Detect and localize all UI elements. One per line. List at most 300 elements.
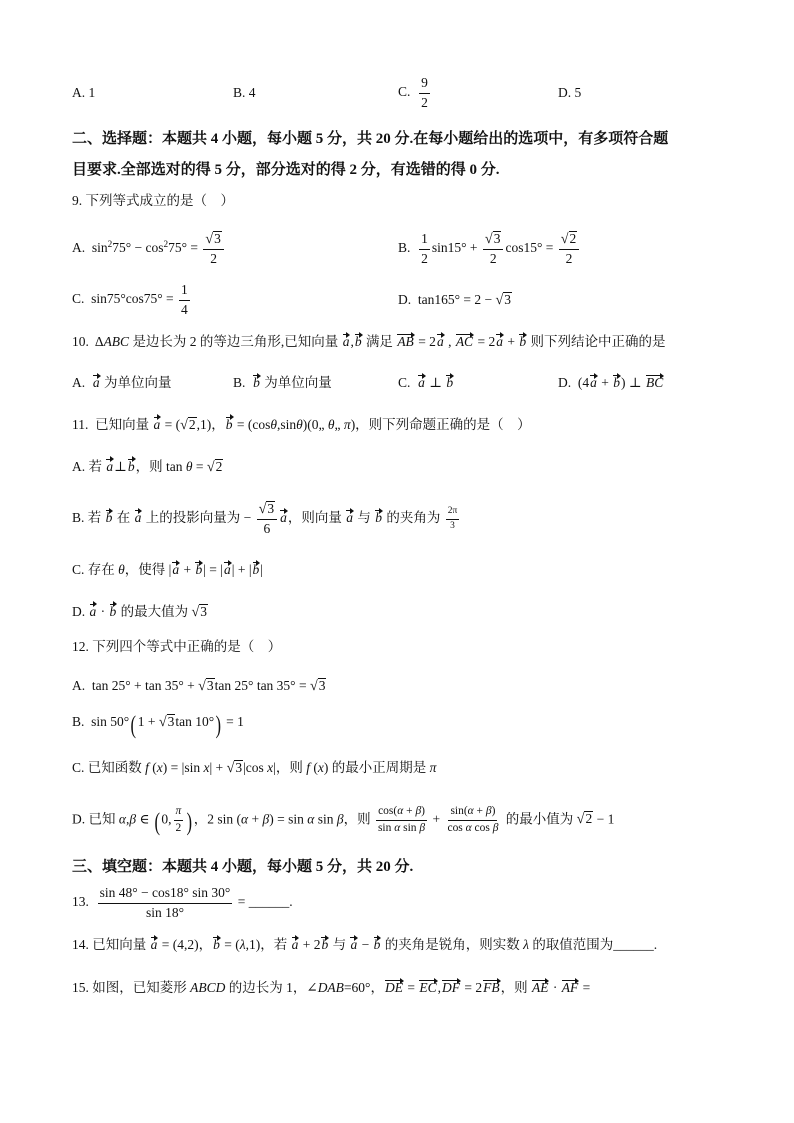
fraction-numerator: [257, 501, 278, 520]
text-run: 与: [354, 510, 375, 526]
vector: b: [253, 375, 260, 391]
text-run: 6: [263, 520, 271, 536]
text-run: ，则: [343, 811, 374, 827]
text-run: 是边长为 2 的等边三角形,已知向量: [129, 334, 342, 350]
large-bracket: ): [215, 710, 222, 740]
fraction: [174, 805, 184, 836]
text-run: + 2: [299, 937, 321, 953]
text-run: = (cos: [233, 416, 271, 432]
q12-stem: [72, 625, 281, 669]
vector: a: [106, 458, 114, 474]
text-run: C. 已知函数: [72, 759, 146, 775]
text-run: =: [192, 458, 207, 474]
q8-option-d: [558, 71, 581, 115]
italic-symbol: θ: [296, 416, 303, 432]
text-run: 2: [421, 250, 428, 266]
text-run: ) = sin: [269, 811, 308, 827]
q11-option-c-text: [72, 561, 263, 579]
radical-sign: √: [158, 714, 167, 730]
q12-option-a: [72, 664, 326, 708]
fraction: [203, 231, 224, 267]
text-run: 的最大值为: [117, 603, 192, 619]
fraction-numerator: [98, 885, 233, 903]
text-run: | + |: [231, 562, 252, 578]
q10-stem-text: [72, 333, 665, 351]
fraction-numerator: [419, 231, 430, 249]
q11-option-a-text: [72, 458, 223, 476]
vector: b: [613, 375, 620, 391]
q10-option-a-text: [72, 374, 172, 392]
radical-sign: √: [560, 230, 569, 247]
text-run: = 2: [474, 334, 496, 350]
vector: a: [342, 334, 350, 350]
radical-sign: √: [206, 458, 215, 475]
text-run: 75° =: [168, 240, 202, 256]
q8-option-b-text: [233, 84, 256, 102]
square-root: [485, 231, 502, 248]
fraction-denominator: [448, 520, 457, 532]
text-run: 11. 已知向量: [72, 416, 153, 432]
italic-symbol: β: [262, 811, 270, 827]
fraction-numerator: [179, 282, 190, 300]
text-run: 2: [565, 250, 573, 266]
q10-option-c: [398, 361, 454, 405]
text-run: = 1: [222, 714, 244, 729]
text-run: 2: [489, 250, 497, 266]
radicand: 3: [214, 230, 221, 246]
large-bracket: (: [130, 710, 137, 740]
fraction-denominator: [144, 904, 186, 921]
text-run: ·: [97, 603, 109, 619]
q11-option-c: [72, 548, 263, 592]
text-run: 上的投影向量为 −: [142, 510, 255, 526]
vector: b: [321, 937, 329, 953]
italic-symbol: α: [241, 811, 249, 827]
text-run: 2: [421, 94, 428, 110]
fraction-denominator: [262, 520, 273, 537]
q12-option-b: [72, 703, 244, 747]
text-run: C.: [398, 84, 418, 100]
text-run: ) 的最小正周期是: [323, 759, 430, 775]
square-root: [198, 677, 215, 695]
text-run: cos(: [378, 804, 398, 817]
q9-option-d-text: [398, 291, 512, 309]
text-run: +: [248, 811, 263, 827]
vector: a: [346, 510, 354, 526]
radicand: 2: [215, 458, 223, 474]
q11-option-b: [72, 497, 461, 541]
radicand: 3: [504, 291, 512, 307]
text-run: ,sin: [277, 416, 297, 432]
large-bracket: (: [154, 807, 160, 837]
text-run: )(0„: [302, 416, 328, 432]
radical-sign: √: [205, 230, 214, 247]
section-2-heading-text-1: 二、选择题：本题共 4 小题，每小题 5 分，共 20 分.在每小题给出的选项中，有多项符合题: [72, 131, 669, 148]
text-run: − 1: [593, 811, 615, 827]
q8-option-b: [233, 71, 256, 115]
q10-option-d-text: [558, 374, 664, 392]
vector: a: [150, 937, 158, 953]
text-run: 为单位向量: [100, 375, 172, 391]
italic-symbol: β: [415, 804, 422, 817]
text-run: „: [334, 416, 344, 432]
text-run: 1 +: [137, 714, 159, 729]
text-run: B.: [233, 375, 253, 391]
italic-symbol: θ: [327, 416, 335, 432]
radical-sign: √: [484, 230, 493, 247]
vector: b: [127, 458, 135, 474]
fraction-denominator: [419, 250, 430, 267]
vector: b: [225, 416, 233, 432]
text-run: C.: [398, 375, 418, 391]
text-run: (: [310, 759, 318, 775]
q10-option-c-text: [398, 374, 454, 392]
text-run: = (: [220, 937, 240, 953]
fraction-denominator: [488, 250, 499, 267]
vector: DF: [441, 980, 460, 996]
q12-stem-text: 12. 下列四个等式中正确的是（ ）: [72, 639, 282, 655]
vector: b: [252, 562, 260, 578]
vector: a: [280, 510, 287, 526]
vector: b: [195, 562, 203, 578]
text-run: ，则 tan: [135, 458, 186, 474]
text-run: ⊥: [425, 375, 446, 391]
italic-symbol: α: [394, 821, 401, 834]
text-run: ,1)，: [196, 416, 225, 432]
text-run: tan 10°: [175, 714, 215, 729]
q12-option-d-text: [72, 805, 614, 836]
fraction: [98, 885, 233, 920]
vector: a: [496, 334, 503, 350]
vector: AF: [561, 980, 579, 996]
text-run: 0,: [161, 811, 172, 827]
q8-option-c: [398, 71, 432, 115]
radicand: 3: [167, 714, 175, 729]
text-run: D.: [72, 603, 89, 619]
fraction: [446, 506, 459, 532]
italic-symbol: θ: [185, 458, 193, 474]
radical-sign: √: [198, 677, 206, 694]
italic-symbol: β: [492, 821, 499, 834]
text-run: 13.: [72, 894, 96, 910]
italic-symbol: π: [429, 759, 437, 775]
text-run: +: [429, 811, 444, 827]
text-run: sin: [377, 821, 395, 834]
fraction-denominator: [564, 250, 575, 267]
fraction-denominator: [174, 821, 184, 836]
text-run: ,: [125, 811, 130, 827]
q9-option-c: [72, 278, 192, 322]
vector: a: [92, 375, 100, 391]
q9-option-d: [398, 278, 512, 322]
q10-stem: [72, 320, 665, 364]
text-run: A. tan 25° + tan 35° +: [72, 677, 199, 693]
text-run: ，使得 |: [124, 562, 172, 578]
text-run: 1: [181, 282, 188, 298]
q9-option-c-text: [72, 282, 192, 317]
fraction-numerator: [419, 75, 430, 93]
q9-option-a-text: [72, 231, 226, 267]
square-root: [180, 416, 197, 434]
radical-sign: √: [576, 811, 585, 828]
fraction: [257, 501, 278, 537]
text-run: 与: [329, 937, 350, 953]
fraction-denominator: [179, 301, 190, 318]
text-run: 在: [113, 510, 134, 526]
large-bracket: ): [186, 807, 193, 837]
text-run: sin: [314, 811, 337, 827]
q9-option-b: [398, 227, 581, 271]
text-run: |: [260, 562, 263, 578]
text-run: 的夹角为: [383, 510, 444, 526]
text-run: −: [358, 937, 373, 953]
italic-symbol: x: [267, 759, 274, 775]
square-root: [561, 231, 578, 248]
square-root: [207, 458, 224, 476]
q13-stem: [72, 881, 293, 925]
italic-symbol: β: [485, 804, 492, 817]
text-run: B. 若: [72, 510, 105, 526]
vector: a: [172, 562, 180, 578]
q15-stem-text: [72, 979, 590, 997]
text-run: = 2: [414, 334, 436, 350]
italic-symbol: ABC: [103, 334, 130, 350]
q12-option-b-text: [72, 712, 244, 738]
text-run: 2π: [447, 506, 458, 517]
text-run: ,1)，若: [245, 937, 291, 953]
radicand: 3: [267, 500, 275, 516]
italic-symbol: λ: [523, 937, 529, 953]
vector: DE: [384, 980, 403, 996]
italic-symbol: ABCD: [190, 980, 226, 996]
superscript: 2: [107, 239, 113, 250]
q11-option-d-text: [72, 603, 208, 621]
vector: a: [89, 603, 97, 619]
q12-option-a-text: [72, 677, 326, 695]
italic-symbol: x: [156, 759, 163, 775]
text-run: C. sin75°cos75° =: [72, 291, 178, 307]
text-run: ·: [549, 980, 561, 996]
italic-symbol: f: [306, 759, 311, 775]
italic-symbol: f: [145, 759, 149, 775]
text-run: B.: [398, 240, 418, 256]
text-run: | = |: [203, 562, 224, 578]
section-3-heading-text: 三、填空题：本题共 4 小题，每小题 5 分，共 20 分.: [72, 859, 414, 876]
text-run: ) = |sin: [162, 759, 204, 775]
text-run: ,: [444, 334, 455, 350]
fraction: [179, 282, 190, 317]
text-run: 75° − cos: [112, 240, 164, 256]
text-run: ): [421, 804, 425, 817]
q12-option-d: [72, 798, 614, 842]
text-run: C. 存在: [72, 562, 119, 578]
superscript: 2: [163, 239, 169, 250]
q14-stem-text: [72, 936, 657, 954]
fraction: [419, 75, 430, 110]
fraction-numerator: [376, 805, 427, 821]
text-run: D. (4: [558, 375, 590, 391]
text-run: ⊥: [114, 458, 127, 474]
italic-symbol: π: [343, 416, 351, 432]
text-run: =60°，: [343, 980, 384, 996]
square-root: [192, 603, 209, 621]
text-run: )，则下列命题正确的是（ ）: [350, 416, 531, 432]
italic-symbol: β: [336, 811, 344, 827]
q11-option-a: [72, 445, 223, 489]
vector: b: [375, 510, 383, 526]
q15-stem: [72, 966, 590, 1010]
q14-stem: [72, 923, 657, 967]
q8-option-c-text: [398, 75, 432, 110]
italic-symbol: α: [465, 821, 472, 834]
text-run: sin 48° − cos18° sin 30°: [99, 885, 231, 901]
text-run: +: [597, 375, 613, 391]
vector: b: [213, 937, 220, 953]
text-run: = ______.: [234, 894, 293, 910]
text-run: = 2: [460, 980, 483, 996]
fraction-numerator: [559, 231, 580, 250]
radicand: 3: [200, 603, 208, 619]
text-run: ) ⊥: [621, 375, 645, 391]
text-run: 2: [175, 821, 182, 834]
text-run: ,: [350, 334, 354, 350]
q11-stem: [72, 403, 531, 447]
text-run: ，则向量: [287, 510, 346, 526]
radicand: 2: [585, 811, 593, 827]
fraction-numerator: [448, 805, 497, 821]
q12-option-c-text: [72, 759, 436, 777]
fraction: [559, 231, 580, 267]
q10-option-b-text: [233, 374, 332, 392]
q8-option-a: [72, 71, 95, 115]
square-root: [227, 759, 244, 777]
text-run: +: [180, 562, 195, 578]
vector: a: [134, 510, 142, 526]
italic-symbol: α: [307, 811, 315, 827]
text-run: 满足: [362, 334, 397, 350]
italic-symbol: π: [175, 804, 182, 817]
radicand: 3: [493, 230, 501, 246]
text-run: ，则: [500, 980, 531, 996]
square-root: [159, 713, 176, 731]
vector: AC: [455, 334, 474, 350]
q10-option-b: [233, 361, 332, 405]
radical-sign: √: [258, 500, 267, 517]
vector: a: [590, 375, 597, 391]
fraction-numerator: [446, 506, 459, 519]
text-run: 的边长为 1，∠: [225, 980, 318, 996]
text-run: 4: [181, 301, 188, 317]
text-run: D. 已知: [72, 811, 119, 827]
vector: EC: [419, 980, 437, 996]
text-run: D. tan165° = 2 −: [398, 291, 496, 307]
fraction: [376, 805, 427, 836]
italic-symbol: DAB: [317, 980, 344, 996]
italic-symbol: x: [317, 759, 324, 775]
q12-option-c: [72, 746, 436, 790]
text-run: ,: [437, 980, 441, 996]
q11-stem-text: [72, 416, 531, 434]
italic-symbol: β: [419, 821, 426, 834]
q9-stem: [72, 179, 234, 223]
text-run: 10. Δ: [72, 334, 104, 350]
q9-option-a: [72, 227, 226, 271]
q9-stem-text: 9. 下列等式成立的是（ ）: [72, 193, 234, 209]
radicand: 2: [188, 416, 196, 432]
text-run: 15. 如图，已知菱形: [72, 980, 191, 996]
text-run: 的最小值为: [502, 811, 577, 827]
radical-sign: √: [495, 291, 504, 308]
q9-option-b-text: [398, 231, 581, 267]
q11-option-b-text: [72, 501, 461, 537]
radicand: 3: [318, 677, 326, 693]
square-root: [496, 291, 513, 309]
text-run: |cos: [243, 759, 268, 775]
text-run: =: [403, 980, 419, 996]
vector: b: [446, 375, 454, 391]
text-run: 的取值范围为______.: [528, 937, 658, 953]
text-run: |，则: [273, 759, 307, 775]
fraction-denominator: [208, 250, 219, 267]
vector: FB: [483, 980, 500, 996]
italic-symbol: θ: [118, 562, 125, 578]
text-run: 2: [210, 250, 217, 266]
square-root: [577, 810, 594, 828]
text-run: A. sin: [72, 240, 108, 256]
fraction-denominator: [419, 94, 430, 111]
text-run: 9: [421, 75, 428, 91]
q10-option-d: [558, 361, 664, 405]
text-run: 则下列结论中正确的是: [527, 334, 666, 350]
italic-symbol: α: [118, 811, 126, 827]
text-run: 的夹角是锐角，则实数: [381, 937, 524, 953]
fraction-denominator: [376, 821, 427, 836]
text-run: ): [491, 804, 496, 817]
text-run: cos15° =: [505, 240, 557, 256]
italic-symbol: α: [467, 804, 474, 817]
vector: AE: [531, 980, 549, 996]
text-run: B. 4: [233, 85, 256, 101]
text-run: B. sin 50°: [72, 714, 130, 729]
text-run: sin15° +: [431, 240, 481, 256]
text-run: 3: [450, 520, 455, 531]
vector: b: [105, 510, 113, 526]
radical-sign: √: [309, 677, 318, 694]
fraction: [483, 231, 504, 267]
italic-symbol: θ: [270, 416, 278, 432]
text-run: cos: [447, 821, 466, 834]
italic-symbol: α: [397, 804, 404, 817]
text-run: = (: [161, 416, 181, 432]
radical-sign: √: [180, 416, 188, 433]
text-run: +: [403, 804, 416, 817]
text-run: A. 1: [72, 85, 96, 101]
text-run: cos: [471, 821, 493, 834]
italic-symbol: x: [203, 759, 210, 775]
section-2-heading-text-2: 目要求.全部选对的得 5 分，部分选对的得 2 分，有选错的得 0 分.: [72, 162, 500, 179]
vector: a: [436, 334, 444, 350]
text-run: D. 5: [558, 85, 582, 101]
fraction-numerator: [203, 231, 224, 250]
vector: b: [109, 603, 117, 619]
text-run: +: [503, 334, 519, 350]
radical-sign: √: [191, 603, 200, 620]
q13-stem-text: [72, 885, 293, 920]
text-run: = (4,2)，: [158, 937, 213, 953]
fraction: [445, 805, 500, 836]
radicand: 3: [235, 759, 243, 775]
q8-option-a-text: [72, 84, 95, 102]
